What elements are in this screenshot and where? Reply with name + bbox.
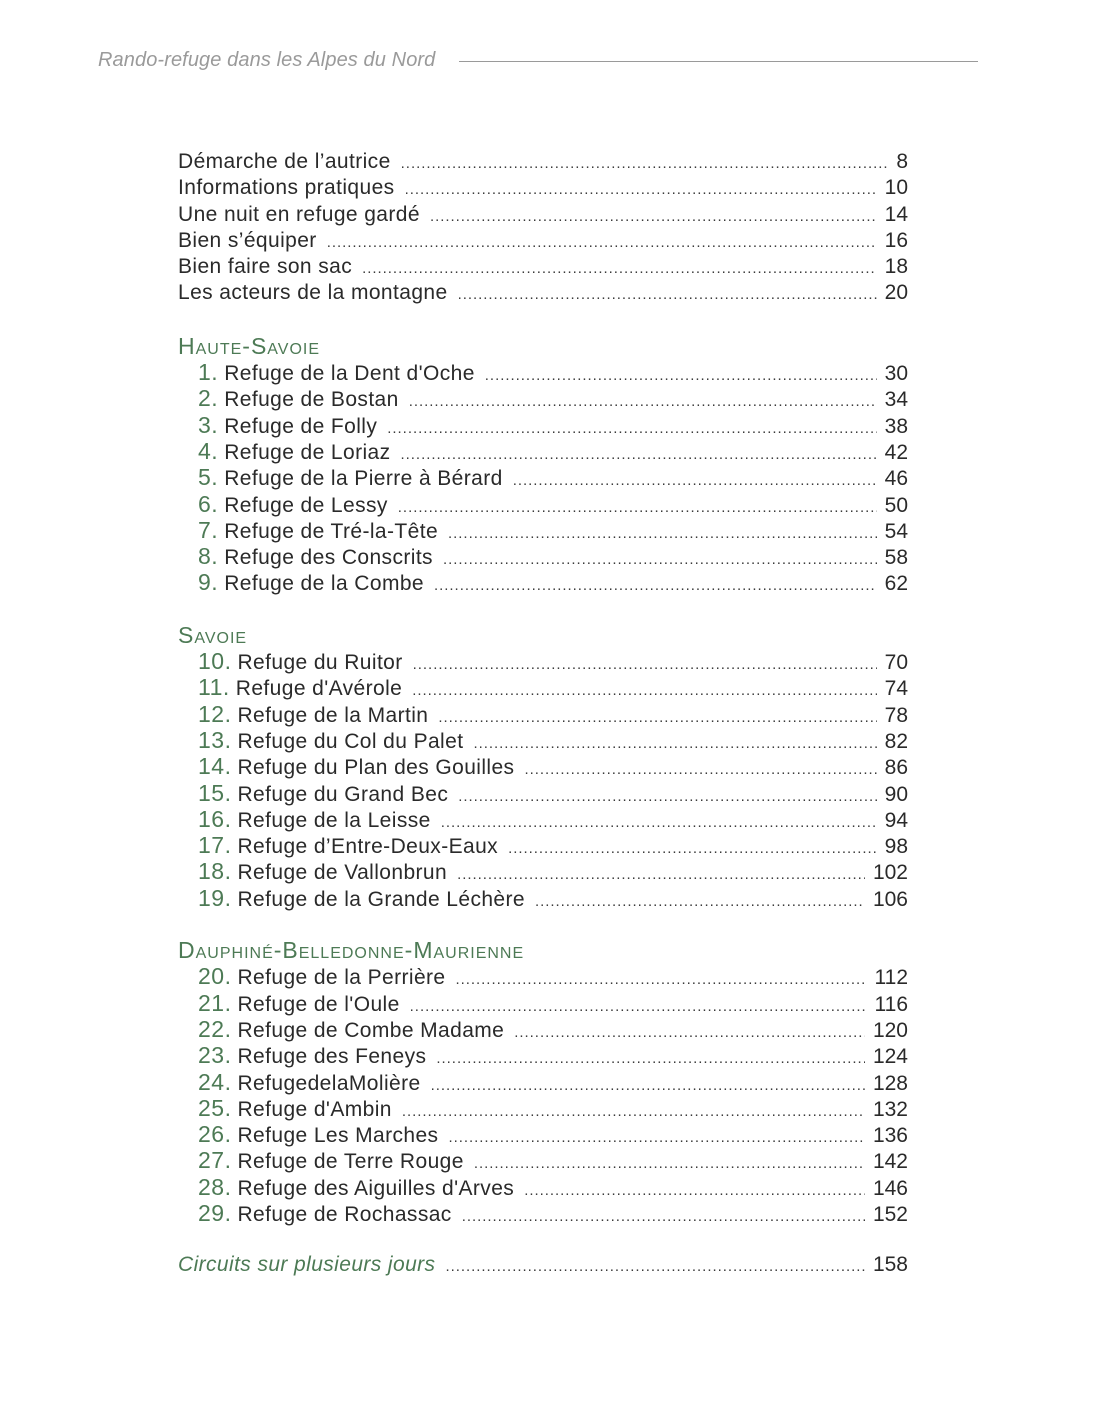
dot-leader: [508, 836, 877, 862]
dot-leader: [462, 1204, 865, 1230]
toc-entry-refuge[interactable]: [178, 359, 908, 385]
toc-entry-intro[interactable]: [178, 202, 908, 228]
toc-entry-page: 14: [884, 202, 908, 226]
entry-number: 18.: [198, 858, 232, 885]
dot-leader: [535, 889, 865, 915]
toc-entry-refuge[interactable]: [178, 648, 908, 674]
toc-entry-page: 38: [884, 414, 908, 438]
toc-entry-page: 120: [872, 1018, 908, 1042]
toc-entry-circuits[interactable]: [178, 1252, 908, 1278]
toc-entry-label: Refuge de Combe Madame: [237, 1018, 505, 1042]
toc-entry-page: 20: [884, 281, 908, 305]
entry-number: 16.: [198, 805, 232, 832]
toc-entry-page: 128: [872, 1071, 908, 1095]
dot-leader: [436, 1046, 865, 1072]
toc-entry-refuge[interactable]: [178, 885, 908, 911]
entry-number: 5.: [198, 464, 219, 491]
toc-entry-refuge[interactable]: [178, 1121, 908, 1147]
toc-entry-page: 58: [884, 546, 908, 570]
dot-leader: [443, 547, 877, 573]
dot-leader: [457, 862, 865, 888]
toc-entry-label: Refuge de Loriaz: [224, 440, 391, 464]
toc-entry-page: 54: [884, 519, 908, 543]
toc-entry-refuge[interactable]: [178, 806, 908, 832]
toc-entry-label: Refuge du Plan des Gouilles: [237, 756, 515, 780]
entry-number: 25.: [198, 1094, 232, 1121]
toc-entry-page: 46: [884, 467, 908, 491]
toc-entry-page: 102: [872, 861, 908, 885]
toc-entry-page: 94: [884, 808, 908, 832]
toc-entry-refuge[interactable]: [178, 832, 908, 858]
toc-entry-refuge[interactable]: [178, 753, 908, 779]
toc-entry-label: Démarche de l’autrice: [178, 150, 391, 173]
entry-number: 29.: [198, 1199, 232, 1226]
toc-entry-page: 152: [872, 1202, 908, 1226]
entry-number: 4.: [198, 437, 219, 464]
toc-entry-page: 158: [872, 1253, 908, 1277]
toc-entry-refuge[interactable]: [178, 464, 908, 490]
toc-entry-intro[interactable]: [178, 254, 908, 280]
toc-entry-refuge[interactable]: [178, 963, 908, 989]
entry-number: 26.: [198, 1121, 232, 1148]
dot-leader: [458, 282, 877, 308]
toc-entry-label: Refuge de la Pierre à Bérard: [224, 467, 503, 491]
dot-leader: [430, 204, 877, 230]
dot-leader: [431, 1073, 865, 1099]
dot-leader: [514, 1020, 865, 1046]
toc-entry-label: RefugedelaMolière: [237, 1071, 421, 1095]
toc-entry-refuge[interactable]: [178, 701, 908, 727]
toc-entry-label: Refuge de l'Oule: [237, 992, 400, 1016]
toc-entry-label: Refuge d'Avérole: [235, 677, 403, 701]
dot-leader: [402, 1099, 865, 1125]
toc-entry-page: 112: [874, 966, 908, 990]
dot-leader: [434, 573, 877, 599]
entry-number: 11.: [198, 674, 230, 701]
dot-leader: [474, 1151, 865, 1177]
toc-entry-page: 146: [872, 1176, 908, 1200]
dot-leader: [387, 416, 876, 442]
toc-entry-label: Refuge d'Ambin: [237, 1097, 392, 1121]
dot-leader: [458, 784, 876, 810]
table-of-contents: [178, 149, 908, 1279]
section-haute-savoie: [178, 333, 908, 596]
entry-number: 3.: [198, 411, 219, 438]
toc-entry-intro[interactable]: [178, 280, 908, 306]
entry-number: 28.: [198, 1173, 232, 1200]
dot-leader: [448, 521, 877, 547]
toc-entry-label: Refuge de Tré-la-Tête: [224, 519, 439, 543]
toc-entry-page: 132: [872, 1097, 908, 1121]
entry-number: 1.: [198, 359, 219, 386]
toc-entry-label: Refuge du Ruitor: [237, 651, 403, 675]
toc-entry-page: 136: [872, 1124, 908, 1148]
toc-entry-page: 62: [884, 572, 908, 596]
toc-entry-page: 16: [884, 228, 908, 252]
toc-entry-page: 70: [884, 651, 908, 675]
dot-leader: [409, 389, 877, 415]
dot-leader: [362, 256, 877, 282]
toc-entry-refuge[interactable]: [178, 1042, 908, 1068]
toc-entry-label: Refuge des Conscrits: [224, 546, 433, 570]
entry-number: 15.: [198, 779, 232, 806]
toc-entry-label: Refuge du Col du Palet: [237, 729, 464, 753]
toc-entry-refuge[interactable]: [178, 1095, 908, 1121]
toc-entry-label: Informations pratiques: [178, 176, 395, 200]
toc-entry-page: 18: [884, 255, 908, 279]
toc-entry-page: 34: [884, 388, 908, 412]
toc-entry-label: Refuge des Feneys: [237, 1045, 427, 1069]
intro-entries: [178, 149, 908, 307]
toc-entry-label: Refuge de la Combe: [224, 572, 425, 596]
toc-entry-label: Refuge de la Dent d'Oche: [224, 362, 475, 386]
toc-entry-refuge[interactable]: [178, 1016, 908, 1042]
toc-entry-refuge[interactable]: [178, 990, 908, 1016]
entry-number: 9.: [198, 569, 219, 596]
toc-entry-page: 8: [896, 150, 908, 173]
entry-number: 21.: [198, 989, 232, 1016]
section-heading: Dauphiné-Belledonne-Maurienne: [178, 937, 525, 964]
entry-number: 22.: [198, 1015, 232, 1042]
toc-entry-label: Refuge de Rochassac: [237, 1202, 452, 1226]
toc-entry-refuge[interactable]: [178, 385, 908, 411]
toc-entry-refuge[interactable]: [178, 1200, 908, 1226]
toc-entry-refuge[interactable]: [178, 780, 908, 806]
dot-leader: [513, 468, 877, 494]
section-heading: Savoie: [178, 621, 248, 648]
toc-entry-label: Refuge de Terre Rouge: [237, 1150, 464, 1174]
dot-leader: [405, 177, 877, 203]
toc-entry-page: 124: [872, 1045, 908, 1069]
toc-entry-label: Refuge des Aiguilles d'Arves: [237, 1176, 515, 1200]
toc-entry-page: 82: [884, 729, 908, 753]
toc-entry-page: 106: [872, 887, 908, 911]
entry-number: 17.: [198, 832, 232, 859]
entry-number: 12.: [198, 700, 232, 727]
toc-entry-page: 30: [884, 362, 908, 386]
toc-entry-label: Bien s’équiper: [178, 228, 317, 252]
entry-number: 20.: [198, 963, 232, 990]
toc-entry-label: Refuge d’Entre-Deux-Eaux: [237, 835, 499, 859]
toc-entry-intro[interactable]: [178, 149, 908, 175]
toc-entry-page: 42: [884, 440, 908, 464]
section-savoie: [178, 622, 908, 911]
dot-leader: [412, 678, 876, 704]
toc-entry-page: 74: [884, 677, 908, 701]
entry-number: 6.: [198, 490, 219, 517]
dot-leader: [473, 731, 876, 757]
toc-entry-page: 142: [872, 1150, 908, 1174]
toc-entry-refuge[interactable]: [178, 674, 908, 700]
toc-entry-page: 50: [884, 493, 908, 517]
toc-entry-label: Refuge de la Leisse: [237, 808, 431, 832]
header-rule: [459, 61, 978, 62]
entry-number: 23.: [198, 1042, 232, 1069]
dot-leader: [413, 652, 877, 678]
entry-number: 7.: [198, 516, 219, 543]
dot-leader: [485, 363, 877, 389]
dot-leader: [448, 1125, 865, 1151]
toc-entry-intro[interactable]: [178, 228, 908, 254]
dot-leader: [327, 230, 877, 256]
toc-entry-label: Refuge de Bostan: [224, 388, 399, 412]
dot-leader: [524, 757, 876, 783]
toc-entry-label: Refuge du Grand Bec: [237, 782, 449, 806]
toc-entry-label: Refuge de la Martin: [237, 703, 429, 727]
toc-entry-label: Une nuit en refuge gardé: [178, 202, 420, 226]
toc-entry-label: Refuge de la Grande Léchère: [237, 887, 525, 911]
toc-entry-refuge[interactable]: [178, 543, 908, 569]
dot-leader: [398, 495, 877, 521]
entry-number: 8.: [198, 543, 219, 570]
dot-leader: [401, 151, 889, 177]
toc-entry-refuge[interactable]: [178, 1147, 908, 1173]
toc-entry-refuge[interactable]: [178, 491, 908, 517]
toc-entry-page: 78: [884, 703, 908, 727]
toc-entry-page: 116: [874, 992, 908, 1016]
dot-leader: [438, 705, 876, 731]
toc-entry-page: 98: [884, 835, 908, 859]
dot-leader: [441, 810, 877, 836]
entry-number: 14.: [198, 753, 232, 780]
section-heading: Haute-Savoie: [178, 332, 321, 359]
toc-entry-intro[interactable]: [178, 175, 908, 201]
toc-entry-refuge[interactable]: [178, 438, 908, 464]
toc-entry-refuge[interactable]: [178, 412, 908, 438]
dot-leader: [401, 442, 877, 468]
entry-number: 27.: [198, 1147, 232, 1174]
entry-number: 19.: [198, 884, 232, 911]
toc-entry-page: 90: [884, 782, 908, 806]
running-title: Rando-refuge dans les Alpes du Nord: [98, 48, 436, 71]
toc-entry-refuge[interactable]: [178, 1069, 908, 1095]
toc-entry-refuge[interactable]: [178, 727, 908, 753]
toc-entry-label: Refuge de Folly: [224, 414, 378, 438]
toc-entry-label: Les acteurs de la montagne: [178, 281, 448, 305]
toc-entry-label: Refuge de Vallonbrun: [237, 861, 448, 885]
dot-leader: [410, 994, 867, 1020]
toc-entry-page: 10: [884, 176, 908, 200]
toc-entry-label: Refuge de la Perrière: [237, 966, 446, 990]
toc-entry-label: Bien faire son sac: [178, 255, 353, 279]
toc-entry-label: Refuge de Lessy: [224, 493, 388, 517]
entry-number: 13.: [198, 726, 232, 753]
toc-entry-label: Circuits sur plusieurs jours: [178, 1253, 436, 1277]
toc-entry-page: 86: [884, 756, 908, 780]
toc-entry-refuge[interactable]: [178, 517, 908, 543]
toc-entry-refuge[interactable]: [178, 858, 908, 884]
entry-number: 2.: [198, 385, 219, 412]
toc-entry-refuge[interactable]: [178, 569, 908, 595]
entry-number: 10.: [198, 648, 232, 675]
running-header: [98, 47, 978, 73]
dot-leader: [456, 967, 867, 993]
dot-leader: [524, 1178, 865, 1204]
toc-entry-label: Refuge Les Marches: [237, 1124, 439, 1148]
section-dauphine-belledonne-maurienne: [178, 937, 908, 1226]
toc-entry-refuge[interactable]: [178, 1174, 908, 1200]
dot-leader: [445, 1254, 865, 1280]
entry-number: 24.: [198, 1068, 232, 1095]
